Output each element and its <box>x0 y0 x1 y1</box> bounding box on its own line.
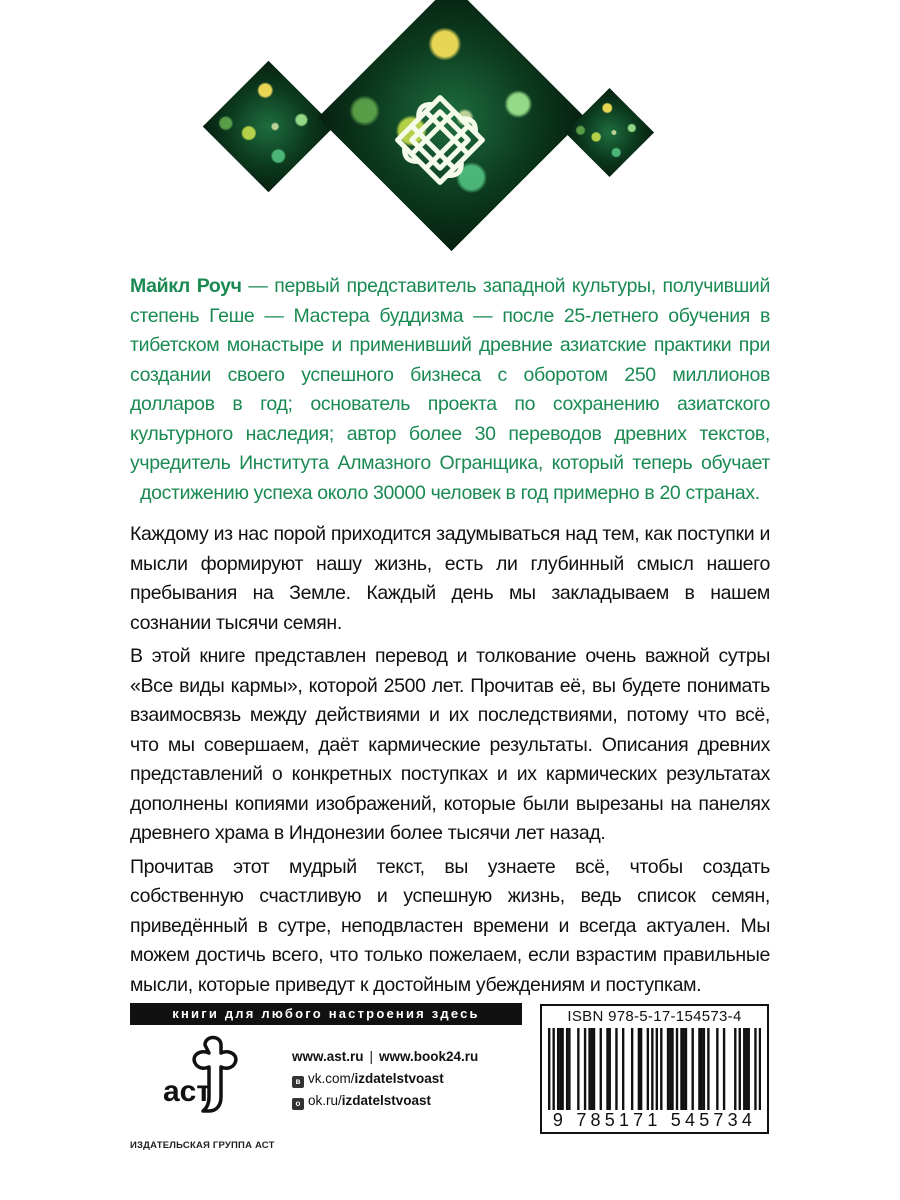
barcode-bar <box>700 1028 702 1114</box>
barcode-bar <box>559 1028 561 1114</box>
barcode-bar <box>656 1028 658 1114</box>
barcode-bar <box>707 1028 709 1114</box>
book-description <box>130 520 770 1004</box>
barcode-bar <box>631 1028 633 1114</box>
isbn-label: ISBN 978-5-17-154573-4 <box>567 1008 742 1025</box>
barcode-bar <box>609 1028 611 1114</box>
book24-link[interactable]: www.book24.ru <box>379 1049 479 1064</box>
barcode-bar <box>552 1028 554 1114</box>
barcode-box <box>540 1004 769 1134</box>
ok-icon: о <box>292 1098 304 1110</box>
barcode-bar <box>703 1028 705 1114</box>
barcode-bar <box>615 1028 617 1114</box>
barcode-bar <box>671 1028 673 1114</box>
barcode-bar <box>577 1028 579 1114</box>
barcode-bar <box>600 1028 602 1114</box>
barcode-bar <box>723 1028 725 1114</box>
barcode-bar <box>754 1028 756 1114</box>
vk-handle[interactable]: izdatelstvoast <box>354 1071 444 1086</box>
barcode-bar <box>698 1028 700 1114</box>
barcode-bar <box>568 1028 570 1114</box>
ok-handle[interactable]: izdatelstvoast <box>341 1093 432 1108</box>
barcode-bar <box>676 1028 678 1114</box>
barcode-bar <box>566 1028 568 1114</box>
barcode-bar <box>548 1028 550 1114</box>
barcode-bar <box>622 1028 624 1114</box>
barcode-bar <box>759 1028 761 1114</box>
barcode-bar <box>685 1028 687 1114</box>
vk-icon: в <box>292 1076 304 1088</box>
barcode-bar <box>591 1028 593 1114</box>
website-row <box>292 1046 478 1068</box>
logo-text: аст <box>163 1075 212 1108</box>
publisher-caption: ИЗДАТЕЛЬСКАЯ ГРУППА АСТ <box>130 1140 275 1151</box>
ok-prefix: ok.ru/ <box>308 1093 342 1108</box>
barcode-bar <box>660 1028 662 1114</box>
barcode-bar <box>745 1028 747 1114</box>
barcode-bar <box>669 1028 671 1114</box>
ast-logo <box>155 1033 250 1113</box>
barcode-bar <box>748 1028 750 1114</box>
ok-row[interactable] <box>292 1090 478 1112</box>
barcode-bar <box>680 1028 682 1114</box>
barcode-bars <box>548 1028 761 1114</box>
barcode-bar <box>651 1028 653 1114</box>
barcode-bar <box>593 1028 595 1114</box>
barcode-bar <box>638 1028 640 1114</box>
description-paragraph: В этой книге представлен перевод и толкование очень важной сутры «Все виды кармы», которой 2500 лет. Прочитав её, вы будете понимать взаимосвязь между действиями и их последствиями, потому что всё, что мы совершаем, даёт кармические результаты. Описания древних представлений о конкретных поступках и их кармических результатах дополнены копиями изображений, которые были вырезаны на панелях древнего храма в Индонезии более тысячи лет назад. <box>130 645 770 844</box>
bokeh-diamond-right <box>565 88 654 177</box>
barcode-bar <box>588 1028 590 1114</box>
barcode-bar <box>716 1028 718 1114</box>
author-bio <box>130 272 770 508</box>
barcode-bar <box>640 1028 642 1114</box>
endless-knot-icon <box>380 80 500 200</box>
barcode-bar <box>584 1028 586 1114</box>
slogan-banner: книги для любого настроения здесь <box>130 1003 522 1025</box>
bokeh-diamond-left <box>203 61 335 193</box>
barcode-bar <box>561 1028 563 1114</box>
description-paragraph: Каждому из нас порой приходится задумываться над тем, как поступки и мысли формируют нашу жизнь, есть ли глубинный смысл нашего пребывания на Земле. Каждый день мы закладываем в нашем сознании тысячи семян. <box>130 523 770 634</box>
description-paragraph: Прочитав этот мудрый текст, вы узнаете всё, чтобы создать собственную счастливую и успешную жизнь, ведь список семян, приведённый в сутре, неподвластен времени и всегда актуален. Мы можем достичь всего, что только пожелаем, если взрастим правильные мысли, которые приведут к достойным убеждениям и поступкам. <box>130 855 770 996</box>
barcode-bar <box>647 1028 649 1114</box>
website-link[interactable]: www.ast.ru <box>292 1049 364 1064</box>
vk-prefix: vk.com/ <box>308 1071 355 1086</box>
author-name: Майкл Роуч <box>130 275 242 297</box>
barcode-bar <box>606 1028 608 1114</box>
author-bio-text: — первый представитель западной культуры, получивший степень Геше — Мастера буддизма — после 25-летнего обучения в тибетском монастыре и применивший древние азиатские практики при создании своего успешного бизнеса с оборотом 250 миллионов долларов в год; основатель проекта по сохранению азиатского культурного наследия; автор более 30 переводов древних текстов, учредитель Института Алмазного Огранщика, который теперь обучает достижению успеха около 30000 человек в год примерно в 20 странах. <box>130 275 770 504</box>
barcode-bar <box>734 1028 736 1114</box>
publisher-links <box>292 1046 478 1112</box>
barcode-digits: 9 785171 545734 <box>546 1110 763 1130</box>
barcode-bar <box>743 1028 745 1114</box>
vk-row[interactable] <box>292 1068 478 1090</box>
barcode-bar <box>557 1028 559 1114</box>
barcode-bar <box>691 1028 693 1114</box>
link-separator: | <box>369 1049 374 1064</box>
barcode-bar <box>683 1028 685 1114</box>
barcode-bar <box>739 1028 741 1114</box>
barcode-bar <box>667 1028 669 1114</box>
